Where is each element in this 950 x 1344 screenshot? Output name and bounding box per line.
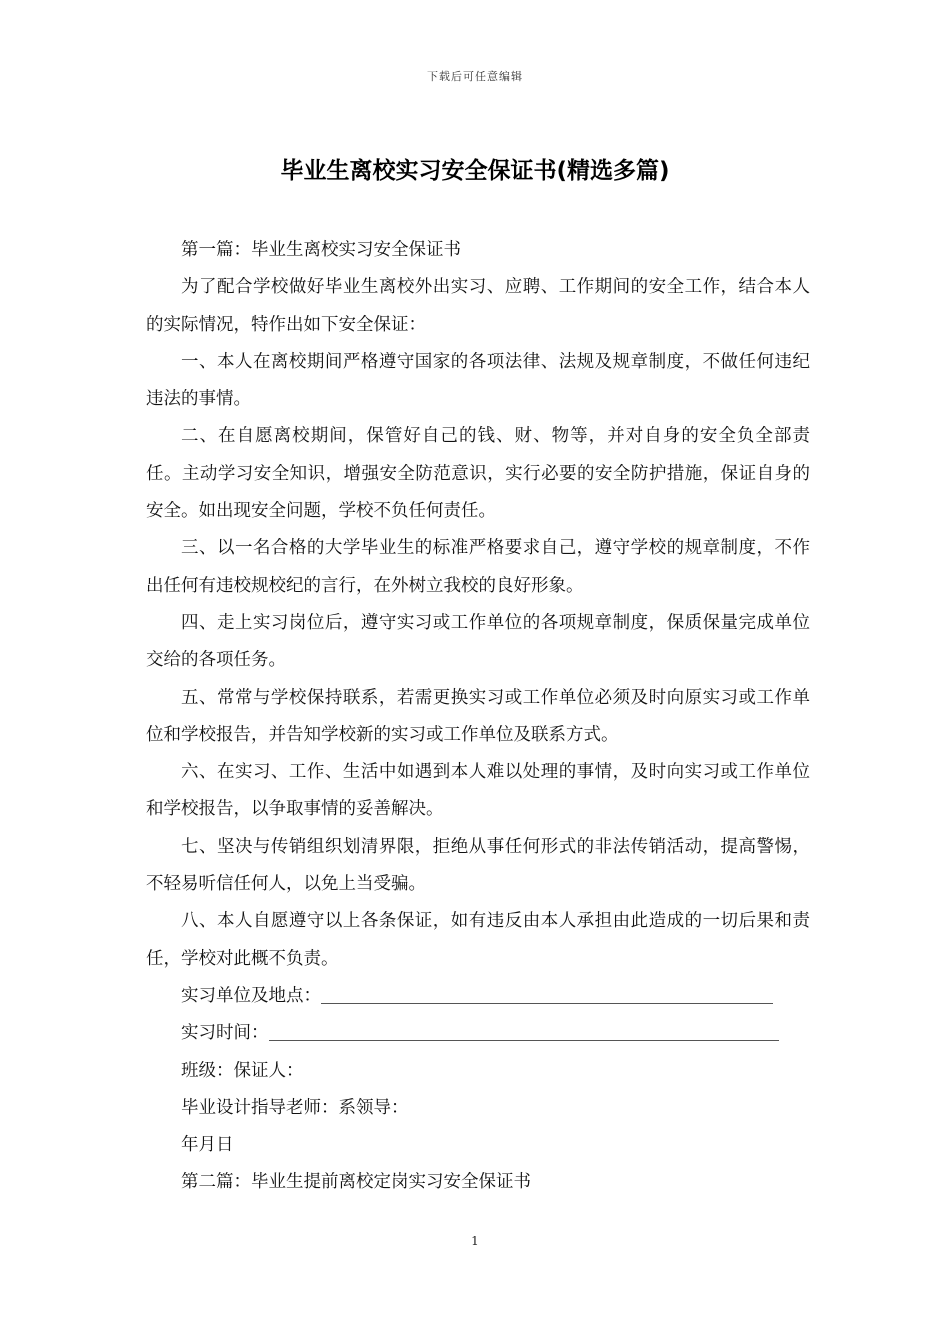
part1-heading: 第一篇：毕业生离校实习安全保证书 [181, 240, 461, 260]
location-field-label: 实习单位及地点： [181, 985, 321, 1006]
date-line: 年月日 [181, 1135, 234, 1156]
item-paragraph-8: 八、本人自愿遵守以上各条保证，如有违反由本人承担由此造成的一切后果和责任，学校对此概不负责。 [146, 911, 810, 969]
item-paragraph-7: 七、坚决与传销组织划清界限，拒绝从事任何形式的非法传销活动，提高警惕，不轻易听信任何人，以免上当受骗。 [146, 836, 810, 895]
header-note: 下载后可任意编辑 [427, 70, 523, 83]
item-paragraph-5: 五、常常与学校保持联系，若需更换实习或工作单位必须及时向原实习或工作单位和学校报告，并告知学校新的实习或工作单位及联系方式。 [146, 687, 810, 745]
item-paragraph-1: 一、本人在离校期间严格遵守国家的各项法律、法规及规章制度，不做任何违纪违法的事情。 [146, 351, 810, 410]
intro-paragraph: 为了配合学校做好毕业生离校外出实习、应聘、工作期间的安全工作，结合本人的实际情况，特作出如下安全保证： [146, 277, 810, 335]
document-title: 毕业生离校实习安全保证书(精选多篇) [280, 158, 670, 184]
item-paragraph-2: 二、在自愿离校期间，保管好自己的钱、财、物等，并对自身的安全负全部责任。主动学习安全知识，增强安全防范意识，实行必要的安全防护措施，保证自身的安全。如出现安全问题，学校不负任何责任。 [146, 426, 810, 522]
location-field-line [146, 978, 810, 1015]
item-paragraph-4: 四、走上实习岗位后，遵守实习或工作单位的各项规章制度，保质保量完成单位交给的各项任务。 [146, 612, 810, 671]
item-paragraph-3: 三、以一名合格的大学毕业生的标准严格要求自己，遵守学校的规章制度，不作出任何有违校规校纪的言行，在外树立我校的良好形象。 [146, 538, 810, 596]
location-blank-line [321, 985, 773, 1004]
class-guarantor-line: 班级：保证人： [181, 1060, 304, 1081]
time-field-line [146, 1015, 810, 1052]
advisor-leader-line: 毕业设计指导老师：系领导： [181, 1097, 409, 1118]
page-number: 1 [471, 1234, 479, 1248]
item-paragraph-6: 六、在实习、工作、生活中如遇到本人难以处理的事情，及时向实习或工作单位和学校报告，以争取事情的妥善解决。 [146, 762, 810, 820]
time-blank-line [269, 1023, 779, 1042]
document-body [146, 232, 810, 1202]
time-field-label: 实习时间： [181, 1023, 269, 1044]
part2-heading: 第二篇：毕业生提前离校定岗实习安全保证书 [181, 1172, 531, 1193]
